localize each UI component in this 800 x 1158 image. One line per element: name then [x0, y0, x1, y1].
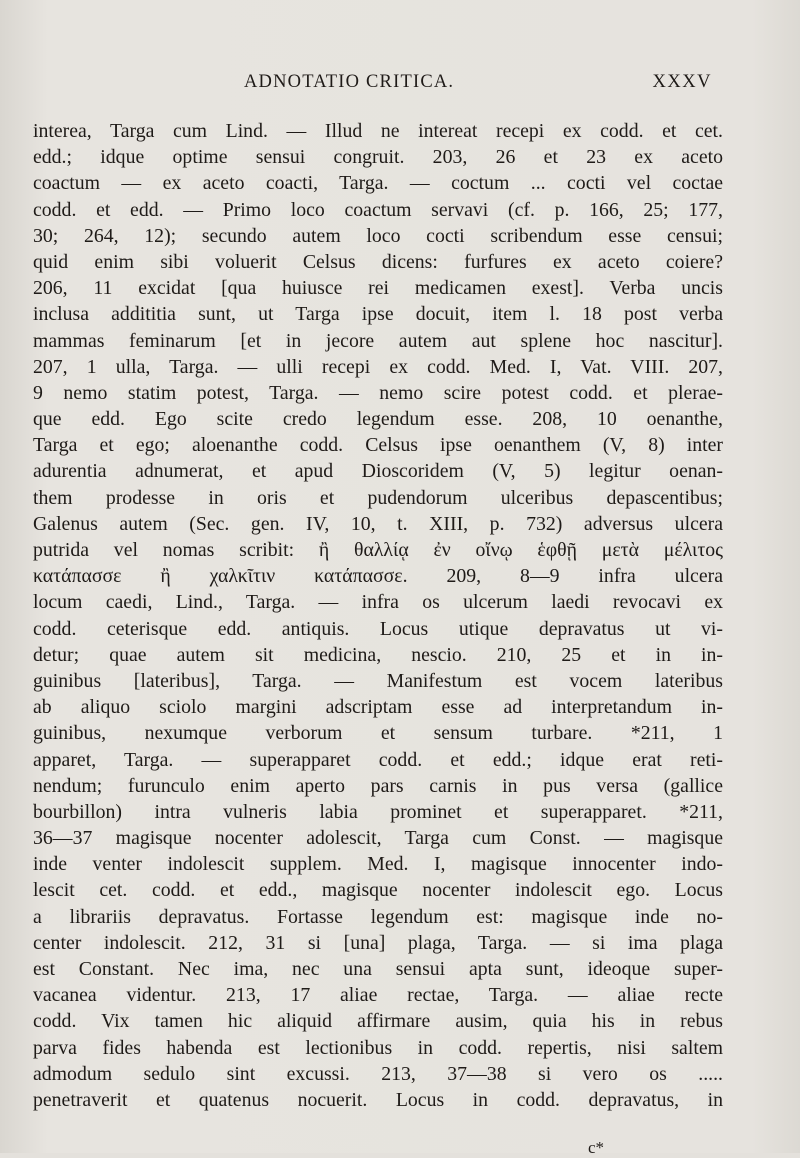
- text-line: adurentia adnumerat, et apud Dioscoridem (V, 5) legitur oenan-: [33, 460, 723, 483]
- text-line: mammas feminarum [et in jecore autem aut splene hoc nascitur].: [33, 329, 723, 352]
- text-line: Galenus autem (Sec. gen. IV, 10, t. XIII, p. 732) adversus ulcera: [33, 512, 723, 535]
- text-line: penetraverit et quatenus nocuerit. Locus in codd. depravatus, in: [33, 1088, 723, 1111]
- text-line: a librariis depravatus. Fortasse legendum est: magisque inde no-: [33, 905, 723, 928]
- text-line: que edd. Ego scite credo legendum esse. 208, 10 oenanthe,: [33, 408, 723, 431]
- signature-mark: c*: [588, 1138, 605, 1157]
- text-line: vacanea videntur. 213, 17 aliae rectae, Targa. — aliae recte: [33, 984, 723, 1007]
- text-line: est Constant. Nec ima, nec una sensui apta sunt, ideoque super-: [33, 958, 723, 980]
- text-line: locum caedi, Lind., Targa. — infra os ulcerum laedi revocavi ex: [33, 591, 723, 614]
- text-line: 30; 264, 12); secundo autem loco cocti scribendum esse censui;: [33, 224, 723, 247]
- text-line: quid enim sibi voluerit Celsus dicens: furfures ex aceto coiere?: [33, 250, 723, 273]
- running-header: [244, 72, 712, 102]
- text-line: center indolescit. 212, 31 si [una] plaga, Targa. — si ima plaga: [33, 931, 723, 954]
- text-line: coactum — ex aceto coacti, Targa. — coctum ... cocti vel coctae: [33, 172, 723, 195]
- text-line: parva fides habenda est lectionibus in codd. repertis, nisi saltem: [33, 1036, 723, 1059]
- text-line: codd. Vix tamen hic aliquid affirmare ausim, quia his in rebus: [33, 1010, 723, 1033]
- text-line: codd. et edd. — Primo loco coactum servavi (cf. p. 166, 25; 177,: [33, 198, 723, 221]
- text-line: κατάπασσε ἢ χαλκῖτιν κατάπασσε. 209, 8—9 infra ulcera: [33, 565, 723, 588]
- text-line: admodum sedulo sint excussi. 213, 37—38 si vero os .....: [33, 1062, 723, 1085]
- text-line: them prodesse in oris et pudendorum ulceribus depascentibus;: [33, 486, 723, 509]
- text-line: interea, Targa cum Lind. — Illud ne intereat recepi ex codd. et cet.: [33, 120, 723, 142]
- text-line: Targa et ego; aloenanthe codd. Celsus ipse oenanthem (V, 8) inter: [33, 434, 723, 457]
- text-line: putrida vel nomas scribit: ἢ θαλλίᾳ ἐν οἴνῳ ἑφθῇ μετὰ μέλιτος: [33, 539, 723, 561]
- text-line: codd. ceterisque edd. antiquis. Locus utique depravatus ut vi-: [33, 617, 723, 640]
- text-line: guinibus [lateribus], Targa. — Manifestum est vocem lateribus: [33, 669, 723, 692]
- text-line: detur; quae autem sit medicina, nescio. 210, 25 et in in-: [33, 643, 723, 666]
- text-line: 206, 11 excidat [qua huiusce rei medicamen exest]. Verba uncis: [33, 277, 723, 300]
- text-line: bourbillon) intra vulneris labia prominet et superapparet. *211,: [33, 800, 723, 823]
- critical-apparatus-text: [33, 118, 723, 1113]
- text-line: lescit cet. codd. et edd., magisque nocenter indolescit ego. Locus: [33, 879, 723, 902]
- page-number: XXXV: [652, 72, 712, 92]
- page-title: ADNOTATIO CRITICA.: [244, 72, 455, 92]
- text-line: nendum; furunculo enim aperto pars carnis in pus versa (gallice: [33, 774, 723, 797]
- text-line: inde venter indolescit supplem. Med. I, magisque innocenter indo-: [33, 853, 723, 876]
- text-line: apparet, Targa. — superapparet codd. et edd.; idque erat reti-: [33, 748, 723, 771]
- text-line: guinibus, nexumque verborum et sensum turbare. *211, 1: [33, 722, 723, 745]
- text-line: edd.; idque optime sensui congruit. 203, 26 et 23 ex aceto: [33, 146, 723, 169]
- text-line: 207, 1 ulla, Targa. — ulli recepi ex codd. Med. I, Vat. VIII. 207,: [33, 355, 723, 378]
- text-line: 9 nemo statim potest, Targa. — nemo scire potest codd. et pleraе-: [33, 381, 723, 404]
- text-line: ab aliquo sciolo margini adscriptam esse ad interpretandum in-: [33, 696, 723, 719]
- text-line: 36—37 magisque nocenter adolescit, Targa cum Const. — magisque: [33, 827, 723, 850]
- text-line: inclusa addititia sunt, ut Targa ipse docuit, item l. 18 post verba: [33, 303, 723, 326]
